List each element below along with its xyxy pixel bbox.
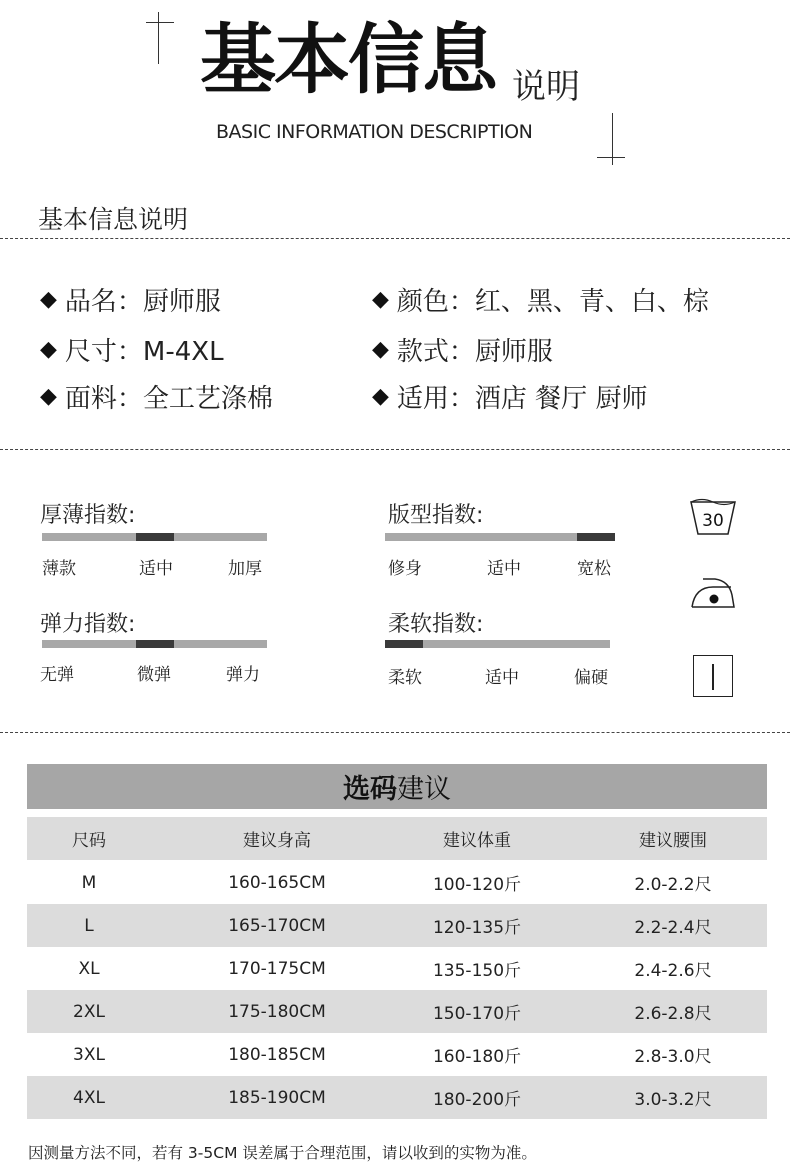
hero-title: 基本信息 bbox=[200, 15, 496, 104]
diamond-bullet-icon: ◆ bbox=[372, 287, 389, 312]
fit-index-marker bbox=[577, 533, 615, 541]
divider bbox=[0, 449, 790, 450]
elasticity-tick-high: 弹力 bbox=[226, 665, 260, 685]
elasticity-tick-low: 无弹 bbox=[40, 665, 74, 685]
svg-text:30: 30 bbox=[702, 511, 724, 531]
crosshair-top-vertical bbox=[158, 12, 159, 64]
info-item-size: ◆ 尺寸：M-4XL bbox=[40, 337, 224, 367]
divider bbox=[0, 238, 790, 239]
fit-index-label: 版型指数: bbox=[388, 503, 484, 528]
size-table-header-row bbox=[27, 817, 767, 860]
column-header-waist: 建议腰围 bbox=[639, 831, 707, 851]
table-row: XL 170-175CM 135-150斤 2.4-2.6尺 bbox=[78, 958, 712, 981]
info-item-style: ◆ 款式：厨师服 bbox=[372, 337, 553, 367]
fit-index-bar bbox=[385, 533, 615, 541]
size-table-title: 选码 建议 bbox=[27, 764, 767, 809]
info-item-fabric: ◆ 面料：全工艺涤棉 bbox=[40, 384, 273, 414]
elasticity-tick-mid: 微弹 bbox=[137, 665, 171, 685]
table-row: 2XL 175-180CM 150-170斤 2.6-2.8尺 bbox=[27, 990, 767, 1033]
softness-tick-low: 柔软 bbox=[388, 668, 422, 688]
column-header-size: 尺码 bbox=[72, 831, 106, 851]
diamond-bullet-icon: ◆ bbox=[372, 337, 389, 362]
thickness-index-label: 厚薄指数: bbox=[40, 503, 136, 528]
divider bbox=[0, 732, 790, 733]
elasticity-index-bar bbox=[42, 640, 267, 648]
fit-tick-high: 宽松 bbox=[577, 559, 611, 579]
fit-tick-low: 修身 bbox=[388, 559, 422, 579]
thickness-index-marker bbox=[136, 533, 174, 541]
table-row: L 165-170CM 120-135斤 2.2-2.4尺 bbox=[27, 904, 767, 947]
softness-index-bar bbox=[385, 640, 610, 648]
hero-title-suffix: 说明 bbox=[512, 67, 580, 107]
column-header-weight: 建议体重 bbox=[443, 831, 511, 851]
diamond-bullet-icon: ◆ bbox=[372, 384, 389, 409]
fit-tick-mid: 适中 bbox=[487, 559, 521, 579]
iron-low-icon bbox=[689, 573, 737, 611]
crosshair-top-horizontal bbox=[146, 22, 174, 23]
column-header-height: 建议身高 bbox=[243, 831, 311, 851]
softness-tick-mid: 适中 bbox=[485, 668, 519, 688]
table-row: M 160-165CM 100-120斤 2.0-2.2尺 bbox=[81, 872, 712, 895]
elasticity-index-label: 弹力指数: bbox=[40, 612, 136, 637]
measurement-note: 因测量方法不同，若有 3-5CM 误差属于合理范围，请以收到的实物为准。 bbox=[28, 1144, 537, 1162]
info-item-usage: ◆ 适用：酒店 餐厅 厨师 bbox=[372, 384, 648, 414]
table-row: 4XL 185-190CM 180-200斤 3.0-3.2尺 bbox=[27, 1076, 767, 1119]
diamond-bullet-icon: ◆ bbox=[40, 287, 57, 312]
softness-index-label: 柔软指数: bbox=[388, 612, 484, 637]
thickness-tick-low: 薄款 bbox=[42, 559, 76, 579]
section-title: 基本信息说明 bbox=[38, 205, 189, 234]
thickness-tick-high: 加厚 bbox=[228, 559, 262, 579]
wash-30-icon bbox=[688, 496, 738, 538]
info-item-color: ◆ 颜色：红、黑、青、白、棕 bbox=[372, 287, 709, 317]
thickness-index-bar bbox=[42, 533, 267, 541]
line-dry-icon bbox=[693, 655, 733, 697]
table-row: 3XL 180-185CM 160-180斤 2.8-3.0尺 bbox=[73, 1044, 712, 1067]
crosshair-bottom-horizontal bbox=[597, 157, 625, 158]
thickness-tick-mid: 适中 bbox=[139, 559, 173, 579]
hero-subtitle-english: BASIC INFORMATION DESCRIPTION bbox=[216, 121, 533, 143]
elasticity-index-marker bbox=[136, 640, 174, 648]
diamond-bullet-icon: ◆ bbox=[40, 337, 57, 362]
softness-tick-high: 偏硬 bbox=[574, 668, 608, 688]
softness-index-marker bbox=[385, 640, 423, 648]
diamond-bullet-icon: ◆ bbox=[40, 384, 57, 409]
info-item-name: ◆ 品名：厨师服 bbox=[40, 287, 221, 317]
